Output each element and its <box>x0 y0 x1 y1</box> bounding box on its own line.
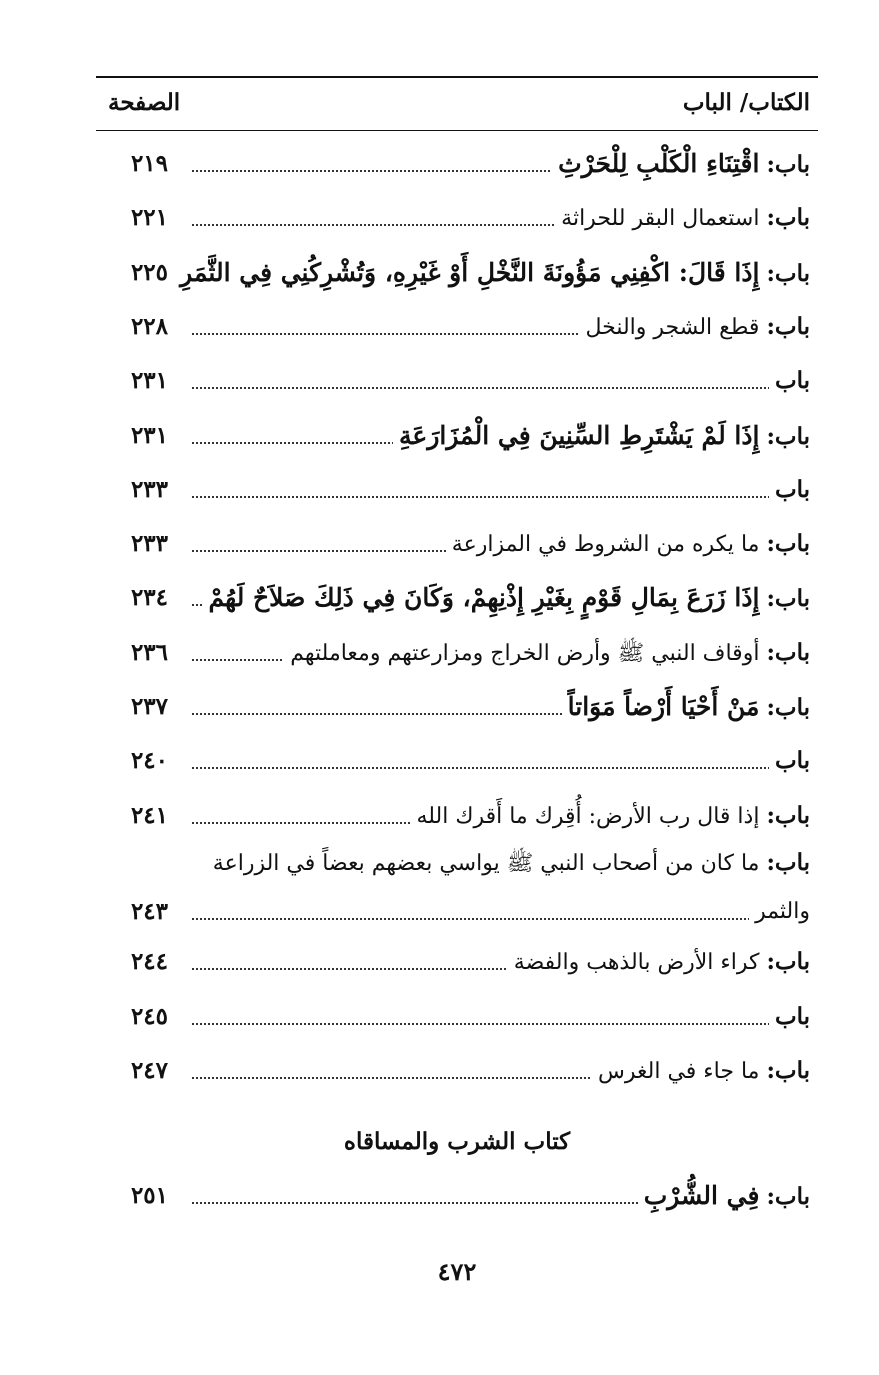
entry-label: باب: <box>766 948 810 975</box>
entry-label: باب: <box>766 312 810 340</box>
entry-label: باب: <box>766 849 810 876</box>
entry-title-block <box>508 942 810 983</box>
entry-title: إذا قال رب الأرض: أُقِرك ما أَقرك الله <box>416 803 760 829</box>
toc-entry <box>96 796 818 836</box>
entry-title-block <box>552 144 810 186</box>
toc-entry <box>96 997 818 1037</box>
entry-title-block <box>562 687 810 729</box>
toc-entry <box>96 307 818 347</box>
entry-page-number: ٢٤٧ <box>130 1057 168 1084</box>
toc-entry <box>96 942 818 982</box>
entry-title-block <box>579 307 810 348</box>
entry-title-block <box>410 796 810 837</box>
entry-title-block <box>284 633 810 674</box>
entry-page-number: ٢٣٧ <box>130 693 168 720</box>
section-heading: كتاب الشرب والمساقاه <box>343 1128 571 1155</box>
entry-label: باب <box>774 747 810 775</box>
entry-page-number: ٢٣٦ <box>130 638 168 666</box>
entry-label: باب: <box>766 204 810 232</box>
toc-entry-wrapped-line1 <box>100 843 810 884</box>
entry-title: كراء الأرض بالذهب والفضة <box>513 950 760 975</box>
entry-label: باب <box>774 367 810 395</box>
entry-label: باب: <box>766 694 810 721</box>
entry-title: ما يكره من الشروط في المزارعة <box>451 532 760 558</box>
entry-title: إِذَا لَمْ يَشْتَرِطِ السِّنِينَ فِي الْمُزَارَعَةِ <box>399 420 760 450</box>
entry-label: باب: <box>766 151 810 178</box>
entry-title: فِي الشُّرْبِ <box>643 1181 760 1210</box>
toc-entry <box>96 416 818 456</box>
entry-label: باب <box>774 475 810 503</box>
entry-title: قطع الشجر والنخل <box>585 314 760 340</box>
leader-dots <box>192 918 810 920</box>
entry-label: باب: <box>766 638 810 666</box>
entry-title-block <box>769 997 810 1038</box>
toc-entry <box>96 253 818 293</box>
page-number: ٤٧٢ <box>437 1257 477 1286</box>
entry-title-continued: والثمر <box>749 892 810 932</box>
entry-title-block <box>769 470 810 511</box>
entry-page-number: ٢٤٠ <box>130 747 168 775</box>
entry-title: اقْتِنَاءِ الْكَلْبِ لِلْحَرْثِ <box>558 149 760 178</box>
entry-title-block <box>769 361 810 402</box>
entry-label: باب: <box>766 1183 810 1210</box>
entry-title-block <box>769 741 810 782</box>
toc-entry <box>96 1176 818 1216</box>
entry-title-block <box>203 578 810 620</box>
entry-title: ما جاء في الغرس <box>598 1059 760 1084</box>
top-rule <box>96 76 818 78</box>
entry-label: باب <box>774 1002 810 1030</box>
entry-page-number: ٢٤١ <box>130 801 168 829</box>
entry-title: استعمال البقر للحراثة <box>561 206 760 232</box>
toc-entry <box>96 578 818 618</box>
entry-page-number: ٢٣١ <box>130 421 168 449</box>
entry-title: أوقاف النبي ﷺ وأرض الخراج ومزارعتهم ومعاملتهم <box>290 640 760 666</box>
entry-page-number: ٢٣٤ <box>130 584 168 612</box>
leader-dots <box>192 387 810 389</box>
toc-entry <box>96 741 818 781</box>
entry-page-number: ٢٤٣ <box>130 898 168 925</box>
toc-entry <box>96 1051 818 1091</box>
entry-label: باب: <box>766 1057 810 1084</box>
entry-label: باب: <box>766 585 810 613</box>
toc-entry <box>96 633 818 673</box>
entry-label: باب: <box>766 801 810 829</box>
toc-entry <box>96 361 818 401</box>
header-page-column: الصفحة <box>108 89 181 116</box>
entry-page-number: ٢٣٣ <box>130 530 168 558</box>
header-rule <box>96 130 818 131</box>
entry-title: إِذَا زَرَعَ بِمَالِ قَوْمٍ بِغَيْرِ إِذْنِهِمْ، وَكَانَ فِي ذَلِكَ صَلاَحٌ لَهُمْ <box>208 583 760 613</box>
entry-title-block <box>393 416 810 458</box>
entry-label: باب: <box>766 422 810 450</box>
toc-entry <box>96 198 818 238</box>
entry-page-number: ٢١٩ <box>130 150 168 177</box>
leader-dots <box>192 496 810 498</box>
entry-page-number: ٢٢٥ <box>130 258 168 286</box>
entry-page-number: ٢٢٨ <box>130 312 168 340</box>
entry-title: ما كان من أصحاب النبي ﷺ يواسي بعضهم بعضاً في الزراعة <box>212 851 760 876</box>
entry-title-block <box>174 253 810 295</box>
entry-page-number: ٢٤٥ <box>130 1002 168 1030</box>
toc-entry <box>96 144 818 184</box>
entry-title-block <box>555 198 810 239</box>
toc-entry <box>96 470 818 510</box>
entry-title-block <box>638 1176 810 1218</box>
toc-entry <box>96 524 818 564</box>
entry-page-number: ٢٢١ <box>130 204 168 232</box>
entry-label: باب: <box>766 259 810 287</box>
entry-title-block <box>446 524 810 565</box>
entry-page-number: ٢٣٣ <box>130 475 168 503</box>
leader-dots <box>192 767 810 769</box>
entry-title-block <box>592 1051 810 1092</box>
entry-page-number: ٢٤٤ <box>130 948 168 975</box>
entry-title: إِذَا قَالَ: اكْفِنِي مَؤُونَةَ النَّخْلِ أَوْ غَيْرِهِ، وَتُشْرِكُنِي فِي الثَّمَرِ <box>180 257 760 287</box>
entry-page-number: ٢٥١ <box>130 1182 168 1209</box>
leader-dots <box>192 1023 810 1025</box>
toc-entry-wrapped-line2 <box>96 892 818 932</box>
entry-title: مَنْ أَحْيَا أَرْضاً مَوَاتاً <box>567 692 760 721</box>
entry-page-number: ٢٣١ <box>130 367 168 395</box>
entry-label: باب: <box>766 530 810 558</box>
toc-page <box>96 0 818 1375</box>
toc-entry <box>96 687 818 727</box>
header-title-column: الكتاب/ الباب <box>682 89 810 116</box>
toc-entry-wrapped <box>96 843 818 883</box>
